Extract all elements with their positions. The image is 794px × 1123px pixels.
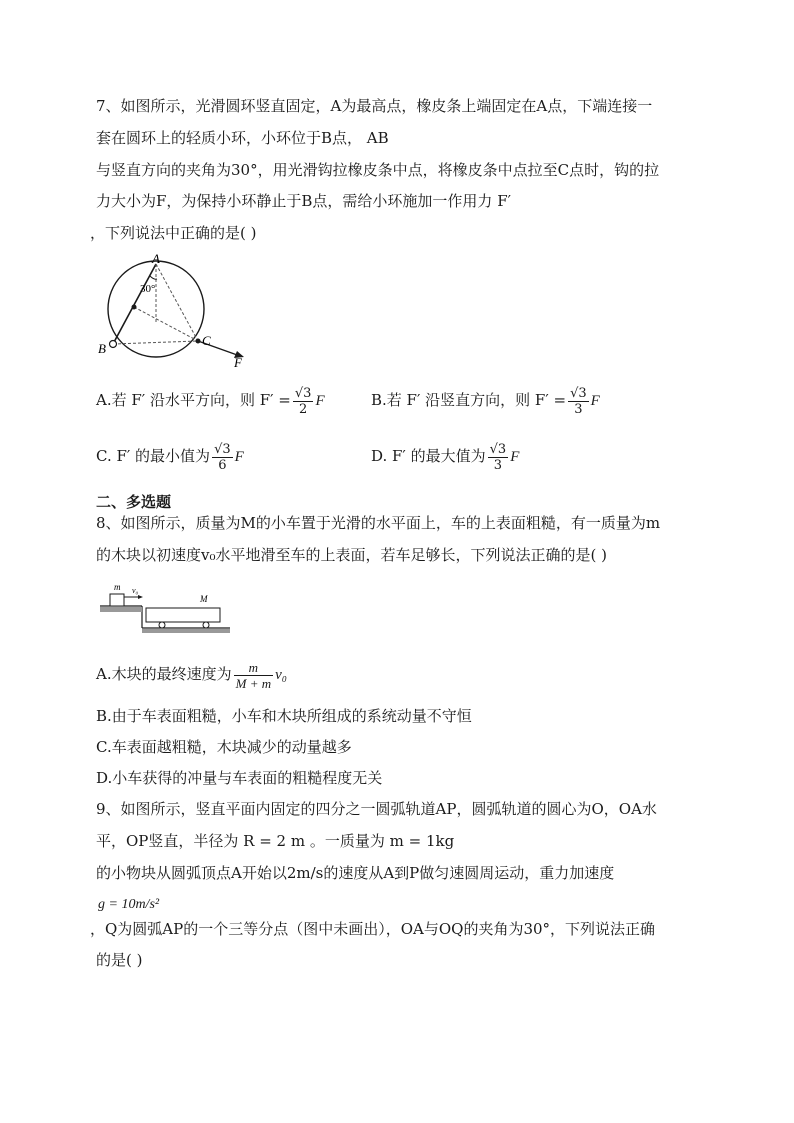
q8-option-c: C.车表面越粗糙，木块减少的动量越多 (96, 738, 352, 756)
option-d-text: D. F′ 的最大值为 (371, 447, 486, 465)
q7-circle-figure (94, 252, 254, 370)
q9-line-2: 平，OP竖直，半径为 R = 2 m 。一质量为 m = 1kg (96, 832, 455, 850)
option-b-fraction (568, 386, 589, 417)
q9-line-1: 9、如图所示，竖直平面内固定的四分之一圆弧轨道AP，圆弧轨道的圆心为O，OA水 (96, 800, 657, 818)
option-a-fraction (293, 386, 314, 417)
cart-body (146, 608, 220, 622)
q7-line-3: 与竖直方向的夹角为30°，用光滑钩拉橡皮条中点，将橡皮条中点拉至C点时，钩的拉 (96, 161, 660, 179)
q8-option-a-fraction (234, 660, 274, 691)
option-d-num: √3 (489, 441, 507, 457)
section-heading: 二、多选题 (96, 493, 172, 511)
cart-wheel-left (159, 622, 165, 628)
ground-hatch (142, 629, 230, 633)
midpoint-dot (132, 305, 137, 310)
rope-A-B (113, 264, 156, 344)
q8-line-2: 的木块以初速度v₀水平地滑至车的上表面，若车足够长，下列说法正确的是( ) (96, 546, 607, 564)
q8-line-1: 8、如图所示，质量为M的小车置于光滑的水平面上，车的上表面粗糙，有一质量为m (96, 514, 661, 532)
option-d-suffix: F (510, 449, 520, 465)
point-C-dot (196, 339, 201, 344)
q7-option-a (96, 382, 325, 419)
option-b-num: √3 (570, 385, 587, 401)
velocity-arrowhead (138, 595, 143, 599)
label-F: F (234, 355, 242, 370)
q7-line-2: 套在圆环上的轻质小环，小环位于B点， AB (96, 129, 389, 147)
option-a-suffix: F (315, 393, 325, 409)
option-c-fraction (212, 442, 233, 473)
q7-line-4: 力大小为F，为保持小环静止于B点，需给小环施加一作用力 F′ (96, 192, 512, 210)
q7-option-b (371, 382, 600, 419)
option-d-den: 3 (493, 457, 503, 473)
option-a-num: √3 (294, 385, 312, 401)
label-m: m (114, 582, 121, 592)
q8-option-b: B.由于车表面粗糙，小车和木块所组成的系统动量不守恒 (96, 707, 472, 725)
label-v0: v₀ (132, 586, 139, 595)
option-c-suffix: F (234, 449, 244, 465)
q7-line-1: 7、如图所示，光滑圆环竖直固定，A为最高点，橡皮条上端固定在A点，下端连接一 (96, 97, 653, 115)
option-c-num: √3 (214, 441, 231, 457)
q7-option-c (96, 438, 244, 475)
label-B: B (98, 341, 106, 356)
q8-cart-figure (96, 580, 236, 638)
label-M: M (200, 594, 208, 604)
q8-option-a-num: m (234, 660, 274, 676)
option-b-den: 3 (574, 401, 583, 417)
option-a-den: 2 (299, 401, 308, 417)
label-A: A (152, 252, 160, 266)
option-a-text: A.若 F′ 沿水平方向，则 F′ = (96, 391, 291, 409)
line-A-C (156, 264, 198, 341)
q9-line-3: 的小物块从圆弧顶点A开始以2m/s的速度从A到P做匀速圆周运动，重力加速度 (96, 864, 615, 882)
option-b-suffix: F (590, 393, 600, 409)
option-c-text: C. F′ 的最小值为 (96, 447, 211, 465)
option-b-text: B.若 F′ 沿竖直方向，则 F′ = (371, 391, 567, 409)
mid-to-C (134, 307, 198, 341)
platform-hatch (100, 607, 142, 612)
option-c-den: 6 (218, 457, 227, 473)
q9-line-4: g = 10m/s² (98, 897, 160, 912)
q8-option-a (96, 655, 287, 694)
label-C: C (202, 333, 211, 348)
line-B-C (113, 341, 198, 344)
q8-option-a-suffix: v₀ (275, 667, 287, 683)
q8-option-d: D.小车获得的冲量与车表面的粗糙程度无关 (96, 769, 383, 787)
q8-option-a-text: A.木块的最终速度为 (96, 665, 232, 683)
q8-option-a-den: M + m (235, 675, 272, 691)
small-ring-B (110, 341, 117, 348)
q7-line-5: ，下列说法中正确的是( ) (90, 224, 257, 242)
q9-line-5: ，Q为圆弧AP的一个三等分点（图中未画出），OA与OQ的夹角为30°，下列说法正确 (90, 920, 656, 938)
option-d-fraction (488, 442, 509, 473)
cart-wheel-right (203, 622, 209, 628)
label-angle: 30° (140, 283, 156, 295)
q7-option-d (371, 438, 519, 475)
block-m (110, 594, 124, 606)
q9-line-6: 的是( ) (96, 951, 143, 969)
